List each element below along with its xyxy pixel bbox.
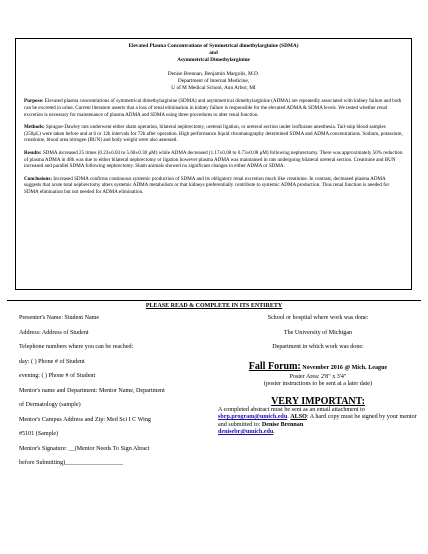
mentor-signature-field[interactable]: Mentor's Signature: __(Mentor Needs To Sign Abract <box>19 445 150 452</box>
contact-name: Denise Brennan <box>261 421 304 428</box>
results-text: SDMA increased 25 times (0.23±0.03 to 5.68±0.30 μM) while ADMA decreased (1.17±0.08 to 0.73±0.08 μM) following nephrectomy. There was approximately 50% reduction of plasma ADMA in 48h was due to either bilateral nephrectomy or ligation however plasma ADMA was maintained in rats undergoing bilateral ureteral section. Creatinine and BUN increased and parallel SDMA following nephrectomy. Sham animals showed no significant changes in either ADMA or SDMA. <box>24 149 403 170</box>
fall-forum-date: November 2016 @ Mich. League <box>300 364 388 371</box>
results-label: Results: <box>24 149 42 156</box>
mentor-address-field[interactable]: Mentor's Campus Address and Zip: Med Sci I C Wing <box>19 416 151 423</box>
mentor-signature-field-cont[interactable]: before Submitting)___________________ <box>19 460 124 466</box>
abstract-title-line1: Elevated Plasma Concentrations of Symmetrical dimethylarginine (SDMA) <box>128 43 299 49</box>
instr-text-3: : A hard copy must be signed by your mentor and submitted to: <box>218 414 417 428</box>
form-heading: PLEASE READ & COMPLETE IN ITS ENTIRETY <box>145 303 283 309</box>
methods-text: Sprague-Dawley rats underwent either sham operation, bilateral nephrectomy, ureteral ligation, or ureteral section under isoflurane anesthesia. Tail-snip blood samples (250μL) were taken before and at 6 or 12h intervals for 72h after operation. High performance liquid chromatography determined SDMA and ADMA concentrations. Sodium, potassium, creatinine, blood urea nitrogen (BUN) and body weight were also assessed. <box>24 124 403 144</box>
conclusions-text: Increased SDMA confirms continuous systemic production of SDMA and its obligatory renal excretion much like creatinine. In contrast, decreased plasma ADMA suggests that acute total nephrectomy alters systemic ADMA metabolism or that kidneys preferentially contribute to systemic ADMA production. Thus renal function is needed for SDMA elimination but not needed for ADMA elimination. <box>24 175 390 195</box>
purpose-paragraph <box>24 98 403 118</box>
instr-text-1: A completed abstract must be sent as an email attachment to <box>218 406 365 413</box>
school-value[interactable]: The University of Michigan <box>283 329 353 336</box>
abstract-department: Department of Internal Medicine, <box>177 77 250 84</box>
fall-forum-line <box>218 361 418 374</box>
submission-instructions <box>218 407 418 437</box>
abstract-box <box>15 38 412 290</box>
instr-text-4: . <box>273 429 275 436</box>
mentor-name-field[interactable]: Mentor's name and Department: Mentor Name, Department <box>19 387 165 394</box>
poster-area: Poster Area: 2'8" x 3'4" <box>289 373 347 380</box>
purpose-label: Purpose: <box>24 98 44 105</box>
mentor-address-field-cont[interactable]: #5101 (Sample) <box>19 431 59 437</box>
school-label: School or hospital where work was done: <box>267 315 369 321</box>
poster-note: (poster instructions to be sent at a later date) <box>264 380 372 387</box>
abstract-authors: Denise Brennan, Benjamin Margolis, M.D. <box>167 71 260 77</box>
section-divider <box>7 300 421 301</box>
fall-forum-title: Fall Forum: <box>248 360 301 372</box>
abstract-title-line2: and <box>209 50 218 56</box>
telephone-label: Telephone numbers where you can be reached: <box>19 344 134 350</box>
results-paragraph <box>24 150 403 170</box>
program-email-link[interactable]: sbrp.program@umich.edu <box>218 414 288 421</box>
mentor-name-field-cont[interactable]: of Dermatology (sample) <box>19 402 81 408</box>
conclusions-label: Conclusions: <box>24 175 53 182</box>
address-field[interactable]: Address: Address of Student <box>19 329 89 336</box>
very-important-heading: VERY IMPORTANT: <box>271 395 365 407</box>
institution-info-column <box>218 311 418 437</box>
presenter-info-column <box>19 311 219 471</box>
evening-phone-field[interactable]: evening: ( ) Phone # of Student <box>19 373 96 379</box>
abstract-institution: U of M Medical School, Ann Arbor, MI <box>171 84 256 91</box>
instr-text-2: . <box>287 414 291 421</box>
methods-paragraph <box>24 124 403 144</box>
presenter-name-field[interactable]: Presenter's Name: Student Name <box>19 315 100 321</box>
abstract-title-line3: Asymmetrical Dimethylarginine <box>177 57 250 63</box>
contact-email-link[interactable]: denisebr@umich.edu <box>218 429 274 436</box>
purpose-text: Elevated plasma concentrations of symmetrical dimethylarginine (SDMA) and asymmetrical dimethylarginine (ADMA) are repeatedly associated with kidney failure and both can be excreted in urine. Current literature asserts that a loss of renal elimination in kidney failure is responsible for the elevated ADMA & SDMA levels. We tested whether renal excretion is necessary for maintenance of plasma ADMA and SDMA using three procedures to alter renal function. <box>24 98 402 118</box>
conclusions-paragraph <box>24 176 403 196</box>
also-label: ALSO <box>290 414 307 421</box>
day-phone-field[interactable]: day: ( ) Phone # of Student <box>19 358 85 365</box>
department-label: Department in which work was done: <box>272 344 364 350</box>
methods-label: Methods: <box>24 124 45 131</box>
